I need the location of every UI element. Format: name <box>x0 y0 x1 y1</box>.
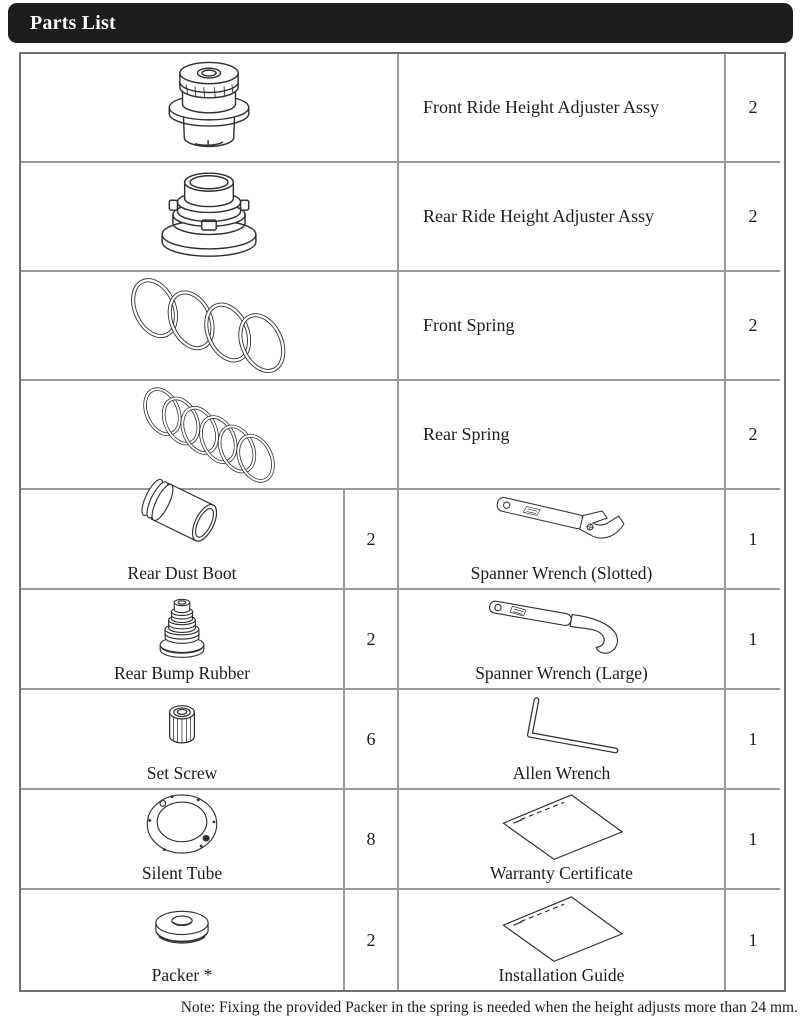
part-image-cell <box>21 54 399 163</box>
part-cell <box>21 590 345 690</box>
part-qty-cell: 1 <box>726 790 780 890</box>
part-name: Packer * <box>151 965 213 985</box>
part-cell <box>399 890 726 990</box>
part-cell <box>21 790 345 890</box>
part-name-cell <box>399 163 726 272</box>
part-qty-cell: 1 <box>726 890 780 990</box>
front-spring-image <box>115 274 303 378</box>
part-cell <box>21 890 345 990</box>
part-name: Rear Spring <box>423 424 510 444</box>
front-ride-height-adjuster-image <box>156 58 262 157</box>
part-name: Silent Tube <box>141 863 223 883</box>
spanner-wrench-slotted-image <box>461 487 663 563</box>
part-qty-cell: 1 <box>726 490 780 590</box>
installation-guide-image <box>486 889 638 965</box>
part-qty-cell: 2 <box>726 381 780 490</box>
part-qty-cell: 1 <box>726 590 780 690</box>
packer-image <box>139 899 225 957</box>
part-name: Installation Guide <box>498 965 625 985</box>
part-cell <box>21 490 345 590</box>
part-name-cell <box>399 272 726 381</box>
part-qty-cell: 2 <box>345 590 399 690</box>
part-name: Front Spring <box>423 315 515 335</box>
part-qty-cell: 6 <box>345 690 399 790</box>
part-cell <box>399 590 726 690</box>
silent-tube-image <box>133 785 231 863</box>
part-name-cell <box>399 54 726 163</box>
part-name: Set Screw <box>146 763 218 783</box>
page-title: Parts List <box>30 11 116 34</box>
part-name-cell <box>399 381 726 490</box>
part-cell <box>21 690 345 790</box>
part-name: Spanner Wrench (Slotted) <box>470 563 653 583</box>
part-name: Rear Dust Boot <box>127 563 237 583</box>
rear-ride-height-adjuster-image <box>150 166 268 267</box>
part-name: Rear Bump Rubber <box>113 663 251 683</box>
part-name: Warranty Certificate <box>490 863 633 883</box>
part-qty-cell: 1 <box>726 690 780 790</box>
parts-table <box>19 52 786 992</box>
spanner-wrench-large-image <box>464 592 660 662</box>
part-name: Allen Wrench <box>512 763 611 783</box>
rear-bump-rubber-image <box>141 587 223 663</box>
part-name: Front Ride Height Adjuster Assy <box>423 97 660 117</box>
part-qty-cell: 2 <box>726 54 780 163</box>
part-image-cell <box>21 272 399 381</box>
part-qty-cell: 2 <box>726 272 780 381</box>
part-name: Rear Ride Height Adjuster Assy <box>423 206 654 226</box>
set-screw-image <box>154 696 210 758</box>
part-qty-cell: 2 <box>345 890 399 990</box>
part-qty-cell: 2 <box>726 163 780 272</box>
rear-dust-boot-image <box>121 471 243 563</box>
part-name: Spanner Wrench (Large) <box>475 663 648 683</box>
part-image-cell <box>21 163 399 272</box>
footnote: Note: Fixing the provided Packer in the spring is needed when the height adjusts more than 24 mm. <box>180 999 798 1016</box>
parts-list-header <box>8 3 793 43</box>
part-cell <box>399 490 726 590</box>
part-qty-cell: 2 <box>345 490 399 590</box>
part-cell <box>399 690 726 790</box>
part-qty-cell: 8 <box>345 790 399 890</box>
part-cell <box>399 790 726 890</box>
allen-wrench-image <box>495 692 629 762</box>
warranty-certificate-image <box>486 787 638 863</box>
